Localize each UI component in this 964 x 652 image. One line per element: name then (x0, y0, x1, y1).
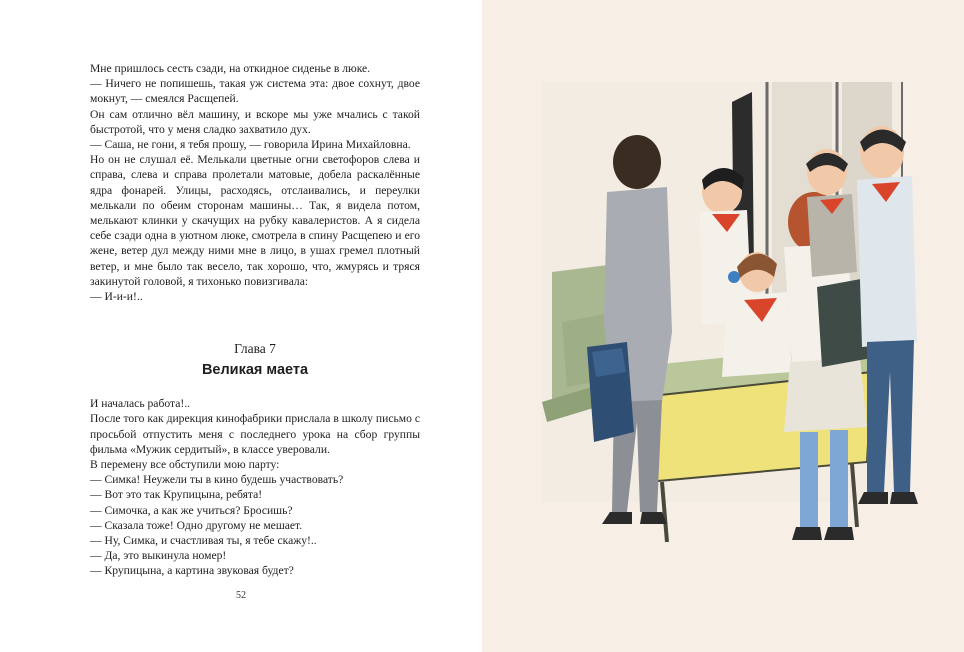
pioneers-at-school-desk-illustration (522, 72, 922, 562)
paragraph: После того как дирекция кинофабрики прислала в школу письмо с просьбой отпустить меня с последнего урока на сбор группы фильма «Мужик сердитый», в классе уверовали. (90, 412, 420, 456)
chapter-title: Великая маета (201, 362, 309, 379)
text-block (90, 61, 420, 579)
dialogue-line: — Симка! Неужели ты в кино будешь участвовать? (90, 473, 344, 487)
right-page (482, 0, 964, 652)
paragraph: Мне пришлось сесть сзади, на откидное сиденье в люке. (90, 62, 371, 75)
dialogue-line: — Ну, Симка, и счастливая ты, я тебе скажу!.. (90, 534, 317, 548)
chapter-number: Глава 7 (234, 341, 276, 357)
dialogue-line: — Симочка, а как же учиться? Бросишь? (90, 503, 293, 517)
dialogue-line: — Вот это так Крупицына, ребята! (90, 488, 263, 502)
dialogue-line: — Крупицына, а картина звуковая будет? (90, 564, 294, 578)
paragraph: В перемену все обступили мою парту: (90, 458, 280, 472)
paragraph: — Саша, не гони, я тебя прошу, — говорила Ирина Михайловна. (90, 138, 411, 152)
dialogue-line: — Сказала тоже! Одно другому не мешает. (90, 518, 303, 532)
dialogue-line: — Да, это выкинула номер! (90, 549, 227, 563)
paragraph: — И-и-и!.. (90, 290, 143, 304)
chapter-heading (90, 340, 420, 380)
page-number: 52 (236, 590, 246, 601)
paragraph: Но он не слушал её. Мелькали цветные огни светофоров слева и справа, слева и справа пролетали матовые, добела раскалённые ядра фонарей. Улицы, расходясь, отслаивались, и переулки мелькали по обеим сторонам машины… Так, я видела потом, мелькают клинки у скачущих на рубку кавалеристов. А я сидела себе сзади одна в уютном люке, смотрела в спину Расщепею и его жене, ветер дул между ними мне в лицо, в ушах гремел плотный ветер, и мне было так весело, так хорошо, что, жмурясь и тряся закинутой головой, я тихонько повизгивала: (90, 153, 420, 288)
paragraph: И началась работа!.. (90, 397, 190, 411)
paragraph: — Ничего не попишешь, такая уж система эта: двое сохнут, двое мокнут, — смеялся Расщепей. (90, 77, 420, 106)
paragraph: Он сам отлично вёл машину, и вскоре мы уже мчались с такой быстротой, что у меня сладко захватило дух. (90, 107, 420, 136)
